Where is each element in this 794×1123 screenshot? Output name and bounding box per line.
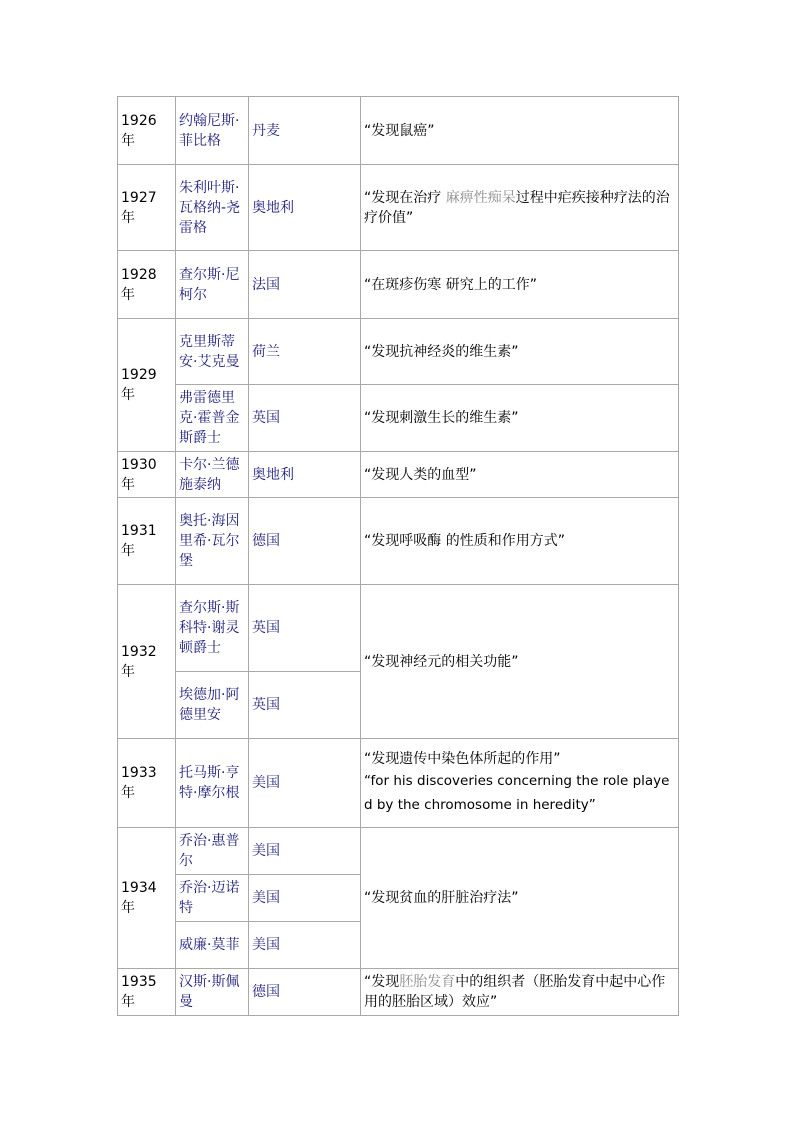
- country-cell[interactable]: 法国: [249, 251, 361, 319]
- contribution-cell: “在斑疹伤寒 研究上的工作”: [361, 251, 679, 319]
- contribution-zh: “发现遗传中染色体所起的作用”: [364, 751, 561, 767]
- country-cell[interactable]: 荷兰: [249, 319, 361, 385]
- laureate-name[interactable]: 卡尔·兰德施泰纳: [176, 452, 249, 498]
- country-cell[interactable]: 德国: [249, 498, 361, 585]
- table-row: [118, 165, 679, 251]
- laureate-name[interactable]: 弗雷德里克·霍普金斯爵士: [176, 385, 249, 452]
- nobel-prize-table: [117, 96, 679, 1016]
- table-row: [118, 452, 679, 498]
- year-cell: 1930 年: [118, 452, 176, 498]
- contribution-link[interactable]: 麻痹性痴呆: [445, 189, 516, 206]
- year-cell: 1934 年: [118, 828, 176, 969]
- laureate-name[interactable]: 埃德加·阿德里安: [176, 672, 249, 739]
- table-row: [118, 585, 679, 672]
- contribution-cell: “发现刺激生长的维生素”: [361, 385, 679, 452]
- table-row: [118, 969, 679, 1016]
- year-cell: 1933 年: [118, 739, 176, 828]
- country-cell[interactable]: 英国: [249, 672, 361, 739]
- laureate-name[interactable]: 查尔斯·尼柯尔: [176, 251, 249, 319]
- laureate-name[interactable]: 汉斯·斯佩曼: [176, 969, 249, 1016]
- year-cell: 1927 年: [118, 165, 176, 251]
- laureate-name[interactable]: 克里斯蒂安·艾克曼: [176, 319, 249, 385]
- contribution-cell: “发现胚胎发育中的组织者（胚胎发育中起中心作用的胚胎区域）效应”: [361, 969, 679, 1016]
- laureate-name[interactable]: 乔治·惠普尔: [176, 828, 249, 875]
- table-row: [118, 498, 679, 585]
- country-cell[interactable]: 美国: [249, 922, 361, 969]
- year-cell: 1932 年: [118, 585, 176, 739]
- laureate-name[interactable]: 威廉·莫菲: [176, 922, 249, 969]
- contribution-cell: [361, 739, 679, 828]
- contribution-cell: “发现鼠癌”: [361, 97, 679, 165]
- laureate-name[interactable]: 托马斯·亨特·摩尔根: [176, 739, 249, 828]
- contribution-en: “for his discoveries concerning the role played by the chromosome in heredity”: [364, 773, 670, 813]
- laureate-name[interactable]: 乔治·迈诺特: [176, 875, 249, 922]
- contribution-cell: “发现神经元的相关功能”: [361, 585, 679, 739]
- year-cell: 1926 年: [118, 97, 176, 165]
- country-cell[interactable]: 美国: [249, 875, 361, 922]
- country-cell[interactable]: 奥地利: [249, 165, 361, 251]
- contribution-cell: “发现人类的血型”: [361, 452, 679, 498]
- table-row: [118, 828, 679, 875]
- table-row: [118, 319, 679, 385]
- contribution-cell: “发现贫血的肝脏治疗法”: [361, 828, 679, 969]
- contribution-cell: “发现在治疗 麻痹性痴呆过程中疟疾接种疗法的治疗价值”: [361, 165, 679, 251]
- country-cell[interactable]: 奥地利: [249, 452, 361, 498]
- year-cell: 1935 年: [118, 969, 176, 1016]
- contribution-link[interactable]: 胚胎发育: [399, 974, 456, 990]
- country-cell[interactable]: 德国: [249, 969, 361, 1016]
- country-cell[interactable]: 英国: [249, 385, 361, 452]
- year-cell: 1928 年: [118, 251, 176, 319]
- country-cell[interactable]: 英国: [249, 585, 361, 672]
- laureate-name[interactable]: 查尔斯·斯科特·谢灵顿爵士: [176, 585, 249, 672]
- contribution-cell: “发现抗神经炎的维生素”: [361, 319, 679, 385]
- table-row: [118, 385, 679, 452]
- country-cell[interactable]: 美国: [249, 739, 361, 828]
- country-cell[interactable]: 美国: [249, 828, 361, 875]
- table-row: [118, 739, 679, 828]
- country-cell[interactable]: 丹麦: [249, 97, 361, 165]
- table-row: [118, 97, 679, 165]
- laureate-name[interactable]: 奥托·海因里希·瓦尔堡: [176, 498, 249, 585]
- year-cell: 1929 年: [118, 319, 176, 452]
- laureate-name[interactable]: 约翰尼斯·菲比格: [176, 97, 249, 165]
- laureate-name[interactable]: 朱利叶斯·瓦格纳-尧雷格: [176, 165, 249, 251]
- contribution-cell: “发现呼吸酶 的性质和作用方式”: [361, 498, 679, 585]
- table-row: [118, 251, 679, 319]
- year-cell: 1931 年: [118, 498, 176, 585]
